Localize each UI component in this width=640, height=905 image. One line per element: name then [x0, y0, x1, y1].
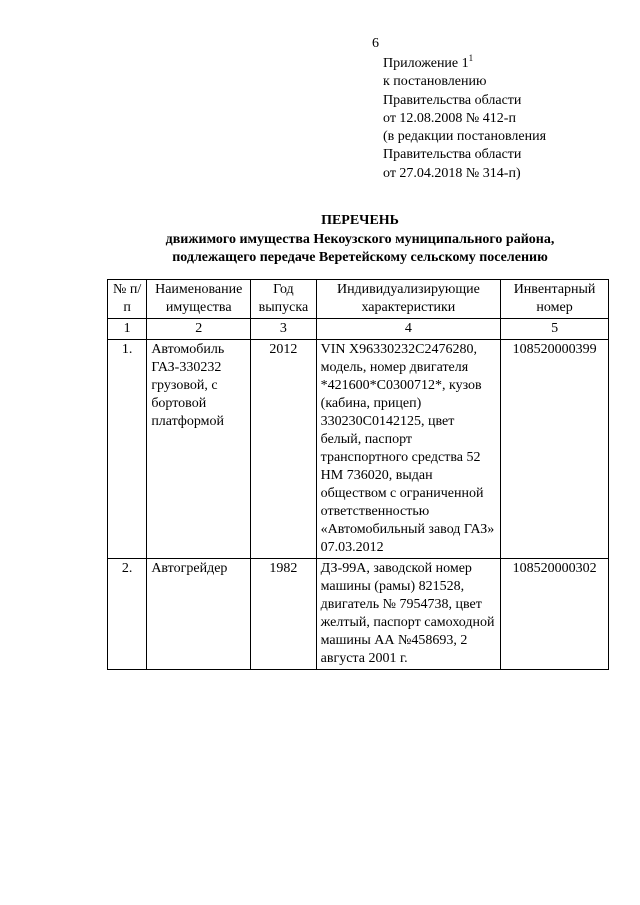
appendix-title: Приложение 1	[383, 56, 469, 71]
index-cell: 5	[501, 319, 609, 340]
header-num: № п/п	[108, 280, 147, 319]
heading-title: ПЕРЕЧЕНЬ	[321, 213, 399, 228]
property-table	[107, 279, 609, 670]
appendix-line-7: от 27.04.2018 № 314-п)	[383, 165, 521, 181]
row-year: 2012	[251, 340, 317, 559]
appendix-line-4: от 12.08.2008 № 412-п	[383, 110, 516, 126]
appendix-reference	[383, 55, 633, 183]
row-characteristics: ДЗ-99А, заводской номер машины (рамы) 821528, двигатель № 7954738, цвет желтый, паспорт самоходной машины АА №458693, 2 августа 2001 г.	[316, 559, 500, 670]
index-cell: 4	[316, 319, 500, 340]
table-index-row	[108, 319, 609, 340]
table-row	[108, 559, 609, 670]
document-heading	[0, 212, 640, 268]
row-year: 1982	[251, 559, 317, 670]
appendix-line-5: (в редакции постановления	[383, 129, 547, 145]
appendix-line-3: Правительства области	[383, 92, 522, 108]
row-name: Автогрейдер	[147, 559, 251, 670]
table-header-row	[108, 280, 609, 319]
row-characteristics: VIN X96330232C2476280, модель, номер двигателя *421600*C0300712*, кузов (кабина, прицеп) 330230C0142125, цвет белый, паспорт транспортного средства 52 НМ 736020, выдан обществом с ограниченной ответственностью «Автомобильный завод ГАЗ» 07.03.2012	[316, 340, 500, 559]
index-cell: 1	[108, 319, 147, 340]
index-cell: 2	[147, 319, 251, 340]
appendix-superscript: 1	[468, 53, 474, 63]
appendix-line-1	[383, 55, 633, 73]
header-name: Наименование имущества	[147, 280, 251, 319]
table-row	[108, 340, 609, 559]
row-num: 1.	[108, 340, 147, 559]
page-number: 6	[372, 36, 379, 51]
row-inventory: 108520000399	[501, 340, 609, 559]
index-cell: 3	[251, 319, 317, 340]
row-num: 2.	[108, 559, 147, 670]
header-characteristics: Индивидуализирующие характеристики	[316, 280, 500, 319]
heading-line-2: движимого имущества Некоузского муниципального района,	[165, 231, 555, 247]
header-inventory: Инвентарный номер	[501, 280, 609, 319]
header-year: Год выпуска	[251, 280, 317, 319]
row-inventory: 108520000302	[501, 559, 609, 670]
appendix-line-6: Правительства области	[383, 147, 522, 163]
row-name: Автомобиль ГАЗ-330232 грузовой, с бортовой платформой	[147, 340, 251, 559]
appendix-line-2: к постановлению	[383, 74, 487, 90]
heading-line-3: подлежащего передаче Веретейскому сельскому поселению	[172, 250, 548, 265]
